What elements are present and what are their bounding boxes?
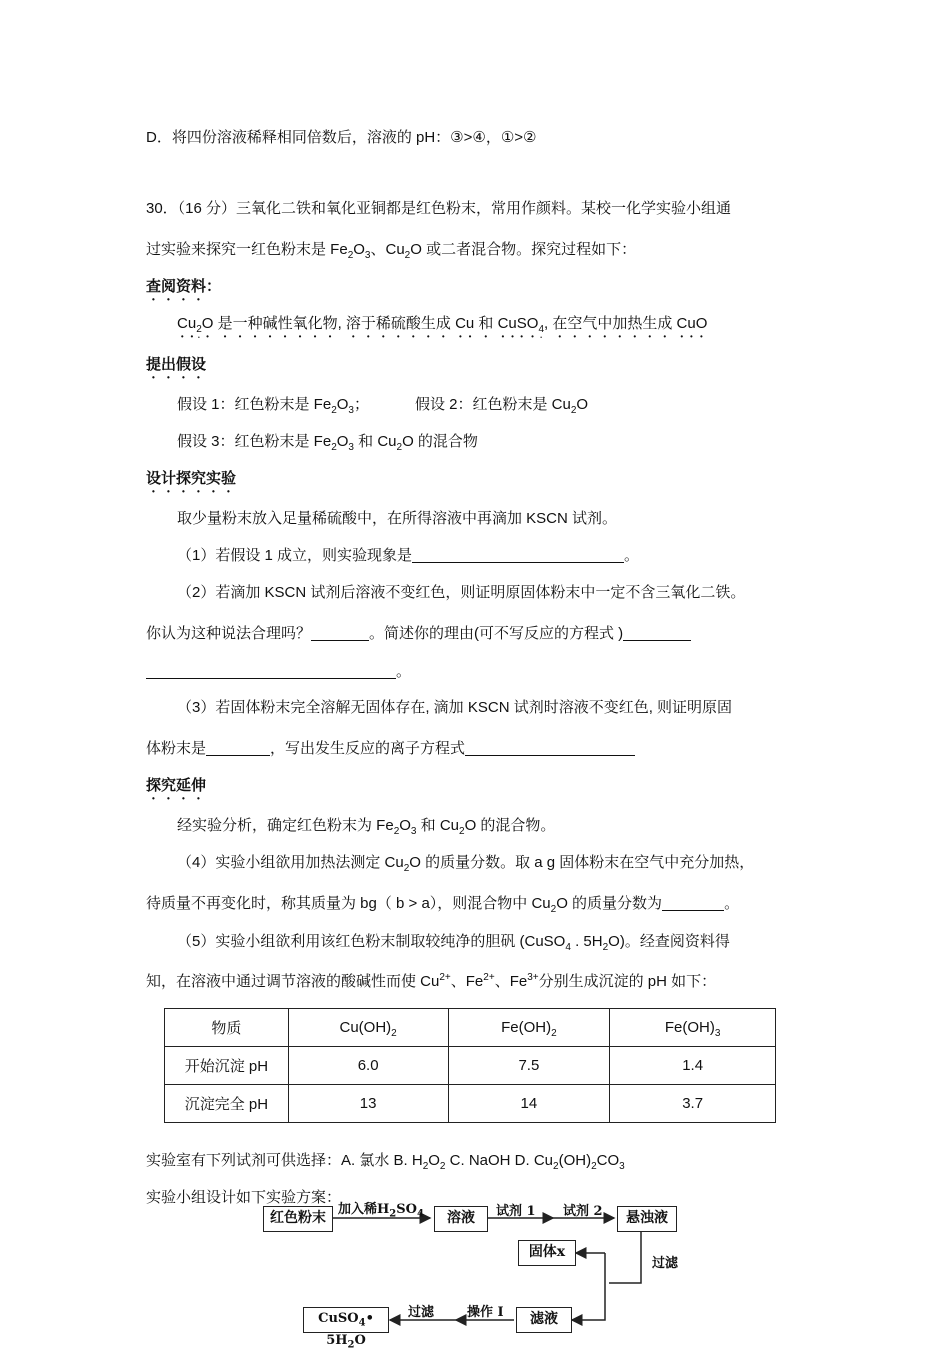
table-header-feoh3: $Fe(OH)_3$ [610, 1009, 776, 1047]
cell: 1.4 [610, 1047, 776, 1085]
table-header-cuoh2: $Cu(OH)_2$ [288, 1009, 448, 1047]
heading-extension: 探究延伸 [146, 777, 207, 794]
extension-text: 经实验分析，确定红色粉末为 $Fe_2O_3$ 和 $Cu_2O$ 的混合物。 [177, 817, 556, 837]
label-reagent-1: 试剂 1 [496, 1204, 536, 1219]
label-operation-1: 操作 I [467, 1305, 504, 1320]
row-label: 沉淀完全 pH [165, 1085, 289, 1123]
cell: 13 [288, 1085, 448, 1123]
hypothesis-3: 假设 3：红色粉末是 $Fe_2O_3$ 和 $Cu_2O$ 的混合物 [177, 433, 478, 453]
cell: 7.5 [448, 1047, 610, 1085]
q30-intro-line1: 30．（16 分）三氧化二铁和氧化亚铜都是红色粉末，常用作颜料。某校一化学实验小组通 [146, 200, 732, 217]
reagent-list: 实验室有下列试剂可供选择：A. 氯水 B. $H_2O_2$ C. NaOH D. $Cu_2(OH)_2CO_3$ [146, 1152, 625, 1172]
box-red-powder: 红色粉末 [263, 1206, 333, 1232]
reference-text: $Cu_2O$ 是一种碱性氧化物, 溶于稀硫酸生成 Cu 和 CuSO$_4$, 在空气中加热生成 CuO [177, 315, 708, 335]
part-1: （1）若假设 1 成立，则实验现象是 。 [177, 547, 640, 564]
box-filtrate: 滤液 [516, 1307, 572, 1333]
q30-intro-line2: 过实验来探究一红色粉末是 $Fe_2O_3$、$Cu_2O$ 或二者混合物。探究过程如下： [146, 241, 637, 261]
table-header-substance: 物质 [165, 1009, 289, 1047]
box-product-cuso4: CuSO$_4$• $5H_2O$ [303, 1307, 389, 1333]
label-add-acid: 加入稀$H_2SO_4$ [338, 1202, 424, 1220]
part-5-line1: （5）实验小组欲利用该红色粉末制取较纯净的胆矾 (CuSO$_4$ . $5H_2O$)。经查阅资料得 [177, 933, 730, 953]
row-label: 开始沉淀 pH [165, 1047, 289, 1085]
heading-reference: 查阅资料： [146, 278, 222, 295]
label-filter-2: 过滤 [408, 1305, 435, 1320]
table-header-feoh2: $Fe(OH)_2$ [448, 1009, 610, 1047]
part-2-line3: 。 [146, 662, 411, 682]
cell: 3.7 [610, 1085, 776, 1123]
heading-hypothesis: 提出假设 [146, 356, 207, 373]
hypothesis-2: 假设 2：红色粉末是 $Cu_2O$ [415, 396, 589, 416]
box-suspension: 悬浊液 [617, 1206, 677, 1232]
heading-design: 设计探究实验 [146, 470, 237, 487]
cell: 6.0 [288, 1047, 448, 1085]
cell: 14 [448, 1085, 610, 1123]
part-2-line1: （2）若滴加 KSCN 试剂后溶液不变红色，则证明原固体粉末中一定不含三氧化二铁。 [177, 584, 746, 601]
part-4-line1: （4）实验小组欲用加热法测定 $Cu_2O$ 的质量分数。取 a g 固体粉末在空气中充分加热， [177, 854, 755, 874]
part-2-line2: 你认为这种说法合理吗？ 。简述你的理由(可不写反应的方程式 ) [146, 624, 691, 644]
hypothesis-1: 假设 1：红色粉末是 $Fe_2O_3$； [177, 396, 369, 416]
label-reagent-2: 试剂 2 [563, 1204, 603, 1219]
box-solution: 溶液 [434, 1206, 488, 1232]
option-d: D．将四份溶液稀释相同倍数后，溶液的 pH：③>④，①>② [146, 129, 537, 146]
part-4-line2: 待质量不再变化时，称其质量为 bg（ b > a），则混合物中 $Cu_2O$ 的质量分数为 。 [146, 895, 740, 915]
label-filter-1: 过滤 [652, 1256, 679, 1271]
design-text: 取少量粉末放入足量稀硫酸中，在所得溶液中再滴加 KSCN 试剂。 [177, 510, 618, 527]
box-solid-x: 固体x [518, 1240, 576, 1266]
part-5-line2: 知，在溶液中通过调节溶液的酸碱性而使 $Cu^{2+}$、$Fe^{2+}$、$Fe^{3+}$分别生成沉淀的 pH 如下： [146, 972, 717, 990]
scheme-intro: 实验小组设计如下实验方案： [146, 1189, 342, 1206]
part-3-line1: （3）若固体粉末完全溶解无固体存在, 滴加 KSCN 试剂时溶液不变红色, 则证明原固 [177, 699, 733, 716]
part-3-line2: 体粉末是 ，写出发生反应的离子方程式 [146, 739, 635, 759]
